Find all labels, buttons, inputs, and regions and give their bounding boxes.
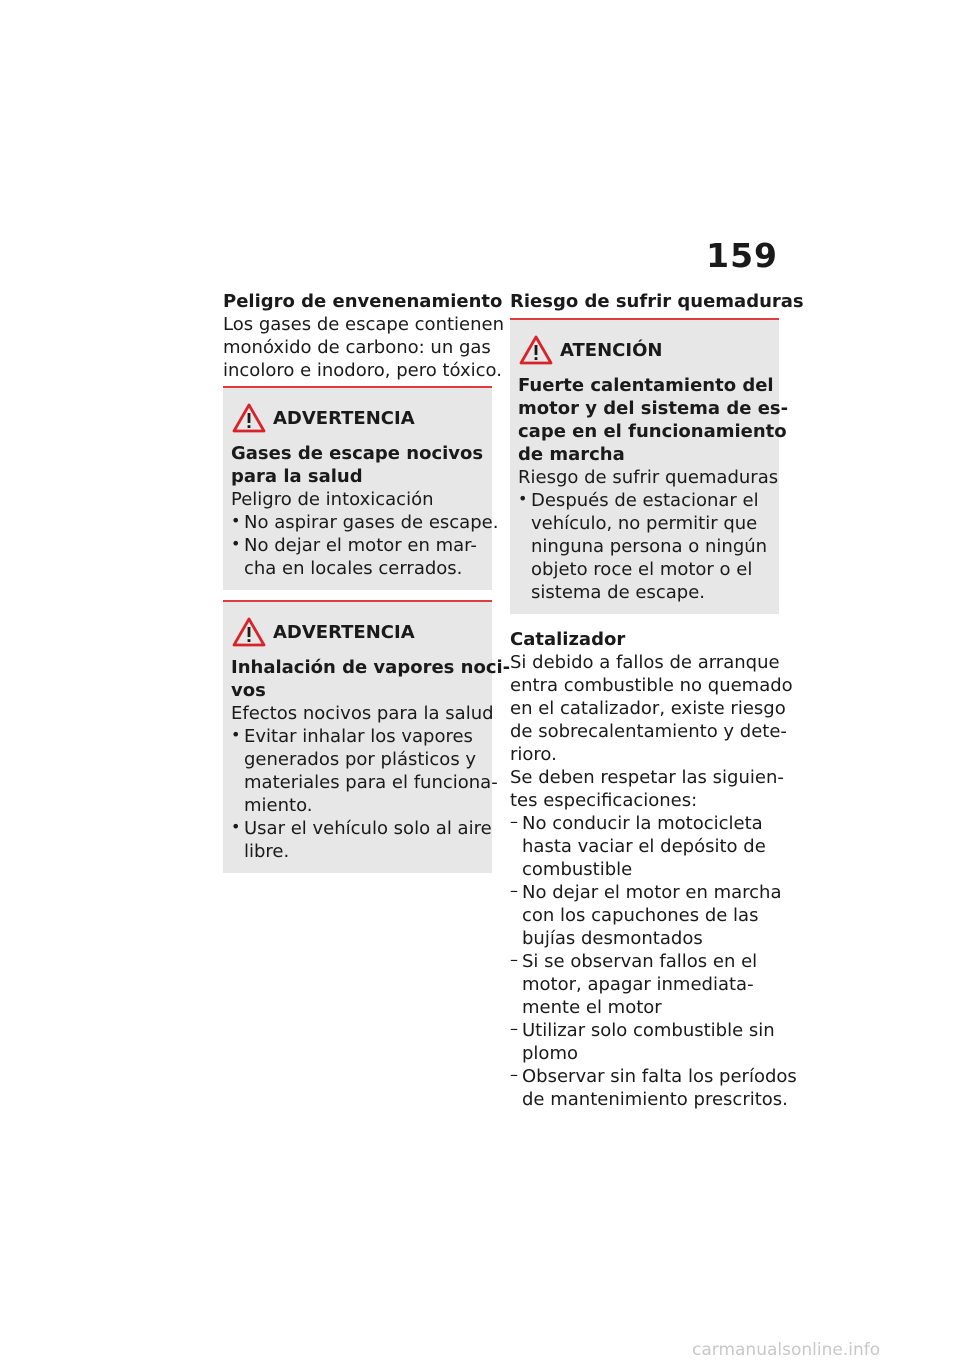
warning-subtitle: Peligro de intoxicación [231,489,434,510]
bullet-text: No aspirar gases de escape. [244,512,499,533]
section-heading-poisoning: Peligro de envenenamiento [223,291,503,312]
paragraph-line: Se deben respetar las siguien- [510,767,784,788]
paragraph-line: de sobrecalentamiento y dete- [510,721,787,742]
paragraph-line: tes especificaciones: [510,790,698,811]
spacer [510,614,779,628]
paragraph-line: rioro. [510,744,557,765]
warning-header [231,402,484,434]
caution-label: ATENCIÓN [560,339,663,361]
warning-box-vapors [223,602,511,873]
caution-subtitle: Riesgo de sufrir quemaduras [518,467,779,488]
bullet-item [231,511,499,534]
bullet-text: miento. [244,795,313,816]
dash-text: motor, apagar inmediata- [522,974,754,995]
caution-title: cape en el funcionamiento [518,421,787,442]
dash-text: de mantenimiento prescritos. [522,1089,788,1110]
dash-text: con los capuchones de las [522,905,759,926]
bullet-text: libre. [244,841,290,862]
paragraph-line: Si debido a fallos de arranque [510,652,780,673]
warning-subtitle: Efectos nocivos para la salud [231,703,494,724]
bullet-mark: • [231,725,241,744]
intro-line: Los gases de escape contienen [223,314,504,335]
dash-text: plomo [522,1043,578,1064]
warning-triangle-icon [231,616,267,648]
caution-header [518,334,771,366]
bullet-text: objeto roce el motor o el [531,559,753,580]
section-heading-catalizador: Catalizador [510,629,626,650]
dash-item [510,950,779,1019]
left-column [223,290,511,873]
warning-title: Gases de escape nocivos [231,443,484,464]
dash-item [510,1065,797,1111]
right-column [510,290,804,1111]
bullet-mark: • [231,817,241,836]
caution-title: Fuerte calentamiento del [518,375,774,396]
dash-text: Utilizar solo combustible sin [522,1020,775,1041]
bullet-text: Después de estacionar el [531,490,759,511]
dash-mark: – [510,950,518,969]
paragraph-line: entra combustible no quemado [510,675,793,696]
dash-item [510,1019,779,1065]
dash-text: mente el motor [522,997,662,1018]
bullet-mark: • [231,511,241,530]
dash-text: hasta vaciar el depósito de [522,836,766,857]
warning-triangle-icon [518,334,554,366]
bullet-text: materiales para el funciona- [244,772,498,793]
warning-box-exhaust [223,388,499,590]
bullet-text: Usar el vehículo solo al aire [244,818,492,839]
caution-title: motor y del sistema de es- [518,398,789,419]
warning-label: ADVERTENCIA [273,621,415,643]
dash-item [510,812,779,881]
paragraph-line: en el catalizador, existe riesgo [510,698,786,719]
bullet-item [231,534,484,580]
bullet-item [231,725,498,817]
dash-item [510,881,782,950]
dash-mark: – [510,881,518,900]
bullet-item [518,489,771,604]
dash-text: Si se observan fallos en el [522,951,758,972]
intro-line: monóxido de carbono: un gas [223,337,491,358]
bullet-text: Evitar inhalar los vapores [244,726,473,747]
warning-title: vos [231,680,266,701]
bullet-text: sistema de escape. [531,582,705,603]
dash-text: No conducir la motocicleta [522,813,763,834]
dash-text: Observar sin falta los períodos [522,1066,797,1087]
bullet-text: No dejar el motor en mar- [244,535,477,556]
dash-mark: – [510,1065,518,1084]
dash-mark: – [510,812,518,831]
dash-text: bujías desmontados [522,928,703,949]
bullet-text: generados por plásticos y [244,749,477,770]
caution-title: de marcha [518,444,625,465]
dash-mark: – [510,1019,518,1038]
warning-label: ADVERTENCIA [273,407,415,429]
warning-triangle-icon [231,402,267,434]
watermark-logo[interactable]: carmanualsonline.info [692,1340,881,1360]
dash-text: combustible [522,859,633,880]
bullet-mark: • [518,489,528,508]
section-heading-burns: Riesgo de sufrir quemaduras [510,291,804,312]
intro-line: incoloro e inodoro, pero tóxico. [223,360,502,381]
page-number: 159 [706,236,778,275]
warning-header [231,616,484,648]
bullet-text: ninguna persona o ningún [531,536,768,557]
warning-title: Inhalación de vapores noci- [231,657,511,678]
dash-text: No dejar el motor en marcha [522,882,782,903]
caution-box-heat [510,320,789,614]
bullet-text: cha en locales cerrados. [244,558,463,579]
warning-title: para la salud [231,466,363,487]
bullet-text: vehículo, no permitir que [531,513,758,534]
bullet-item [231,817,492,863]
bullet-mark: • [231,534,241,553]
